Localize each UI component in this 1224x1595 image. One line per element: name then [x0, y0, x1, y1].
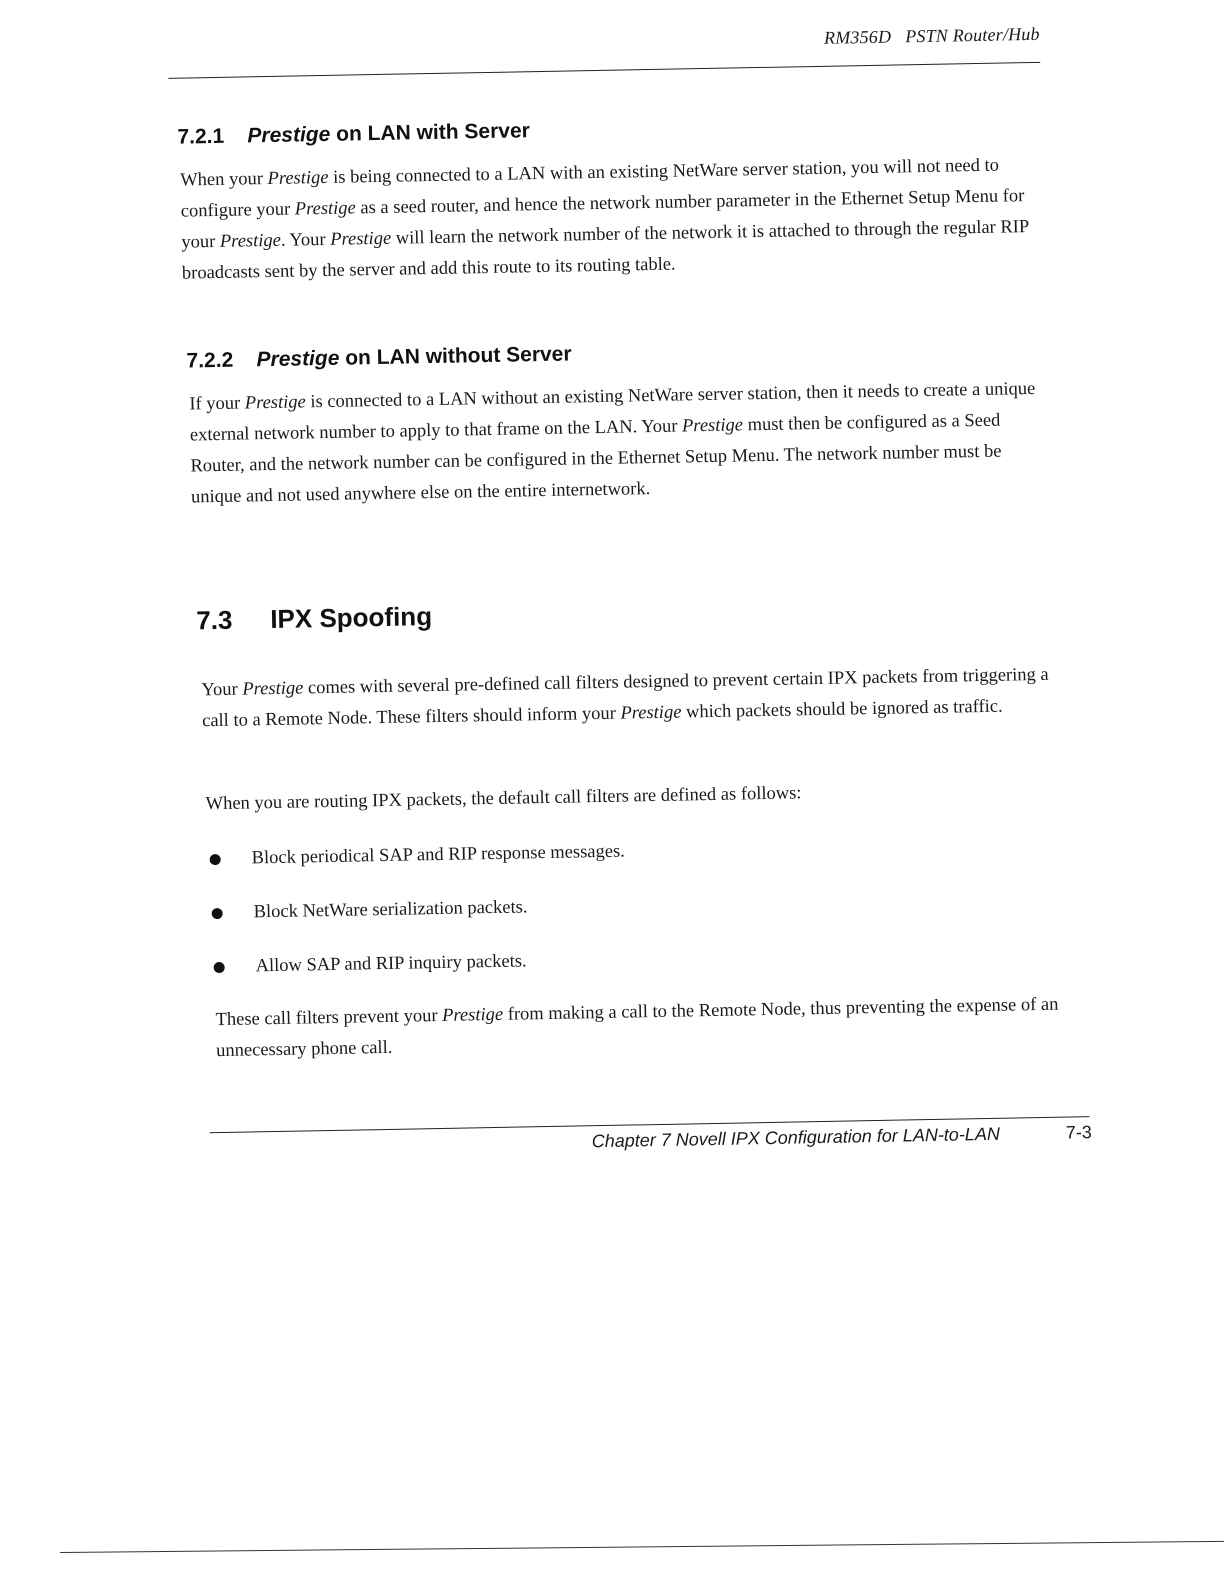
paragraph-7-2-2: If your Prestige is connected to a LAN without an existing NetWare server station, then it needs to create a unique external network number to apply to that frame on the LAN. Your Prestige must then be configured as a Seed Router, and the network number can be configured in the Ethernet Setup Menu. The network number must be unique and not used anywhere else on the entire internetwork.: [189, 378, 1036, 508]
heading-7-2-2: [186, 342, 571, 373]
bullet-icon: [212, 908, 223, 919]
bullet-icon: [210, 854, 221, 865]
heading-number: 7.2.2: [186, 348, 234, 373]
list-item-text: Allow SAP and RIP inquiry packets.: [255, 951, 527, 977]
emphasis-text: Prestige: [267, 167, 329, 190]
heading-7-3: [196, 601, 432, 636]
emphasis-text: Prestige: [620, 702, 682, 724]
list-item-text: Block NetWare serialization packets.: [253, 897, 528, 923]
paragraph-7-3-defaults: When you are routing IPX packets, the default call filters are defined as follows:: [205, 783, 802, 815]
paragraph-7-3-closing: These call filters prevent your Prestige from making a call to the Remote Node, thus preventing the expense of an unnecessary phone call.: [215, 994, 1059, 1062]
heading-7-2-1: [177, 119, 530, 149]
heading-number: 7.2.1: [177, 124, 225, 149]
list-item-text: Block periodical SAP and RIP response messages.: [251, 841, 626, 869]
bullet-icon: [214, 962, 225, 973]
page-number: 7-3: [1065, 1122, 1093, 1143]
emphasis-text: Prestige: [294, 198, 356, 220]
header-model: RM356D: [823, 26, 892, 48]
heading-text: IPX Spoofing: [270, 601, 433, 635]
paragraph-7-3-intro: Your Prestige comes with several pre-defined call filters designed to prevent certain IPX packets from triggering a call to a Remote Node. These filters should inform your Prestige which packets should be ignored as traffic.: [201, 664, 1049, 732]
header-rule: [168, 62, 1040, 79]
emphasis-text: Prestige: [242, 678, 304, 700]
header-product: PSTN Router/Hub: [905, 23, 1040, 47]
running-header: [690, 24, 1040, 51]
emphasis-text: Prestige: [244, 392, 306, 414]
emphasis-text: Prestige: [330, 228, 392, 250]
heading-text: on LAN with Server: [330, 119, 531, 146]
emphasis-text: Prestige: [681, 415, 744, 437]
paragraph-7-2-1: When your Prestige is being connected to a LAN with an existing NetWare server station, you will not need to configure your Prestige as a seed router, and hence the network number parameter in the Ethernet Setup Menu for your Prestige. Your Prestige will learn the network number of the network it is attached to through the regular RIP broadcasts sent by the server and add this route to its routing table.: [180, 155, 1029, 284]
heading-number: 7.3: [196, 604, 233, 636]
heading-emphasis: Prestige: [256, 346, 340, 372]
emphasis-text: Prestige: [219, 230, 282, 252]
heading-text: on LAN without Server: [339, 342, 572, 370]
footer-chapter: Chapter 7 Novell IPX Configuration for LAN-to-LAN: [591, 1123, 1001, 1152]
heading-emphasis: Prestige: [247, 122, 331, 148]
emphasis-text: Prestige: [441, 1004, 504, 1026]
